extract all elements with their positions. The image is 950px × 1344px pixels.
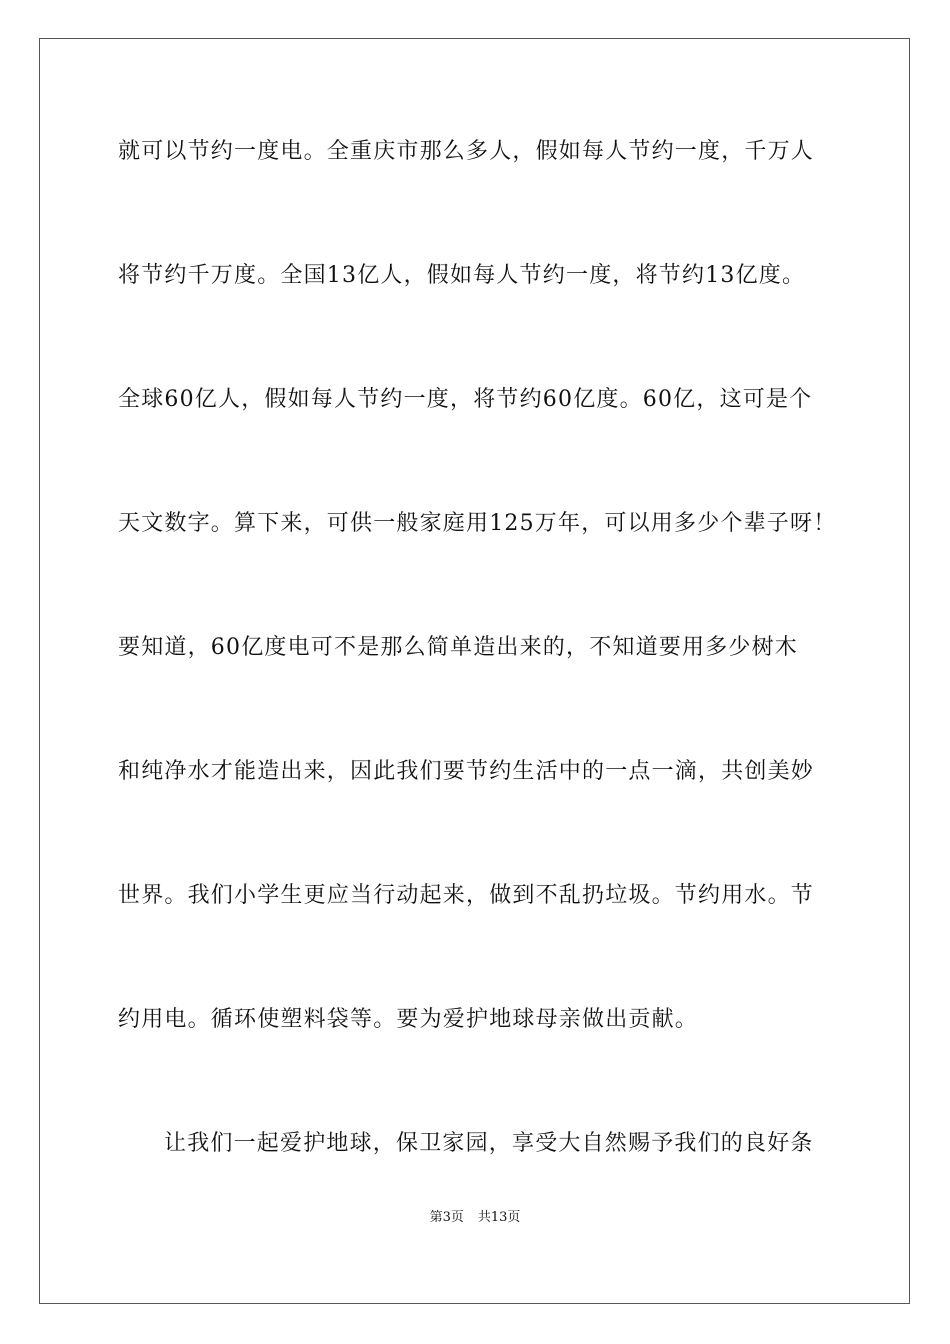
text-line: 就可以节约一度电。全重庆市那么多人，假如每人节约一度，千万人: [118, 139, 815, 164]
text-line: 约用电。循环使塑料袋等。要为爱护地球母亲做出贡献。: [118, 1007, 699, 1032]
text-line: 和纯净水才能造出来，因此我们要节约生活中的一点一滴，共创美妙: [118, 759, 815, 784]
text-line: 天文数字。算下来，可供一般家庭用125万年，可以用多少个辈子呀！: [118, 511, 837, 536]
page-frame: [39, 38, 910, 1304]
text-line: 全球60亿人，假如每人节约一度，将节约60亿度。60亿，这可是个: [118, 387, 813, 412]
page-total: 共13页: [477, 1210, 521, 1225]
paragraph-first-line: 让我们一起爱护地球，保卫家园，享受大自然赐予我们的良好条: [164, 1131, 814, 1156]
page-footer: [0, 1210, 950, 1226]
document-body: [40, 39, 909, 1303]
text-line: 将节约千万度。全国13亿人，假如每人节约一度，将节约13亿度。: [118, 263, 806, 288]
text-line: 世界。我们小学生更应当行动起来，做到不乱扔垃圾。节约用水。节: [118, 883, 815, 908]
text-line: 要知道，60亿度电可不是那么简单造出来的，不知道要用多少树木: [118, 635, 798, 660]
page-number: 第3页: [429, 1210, 464, 1225]
